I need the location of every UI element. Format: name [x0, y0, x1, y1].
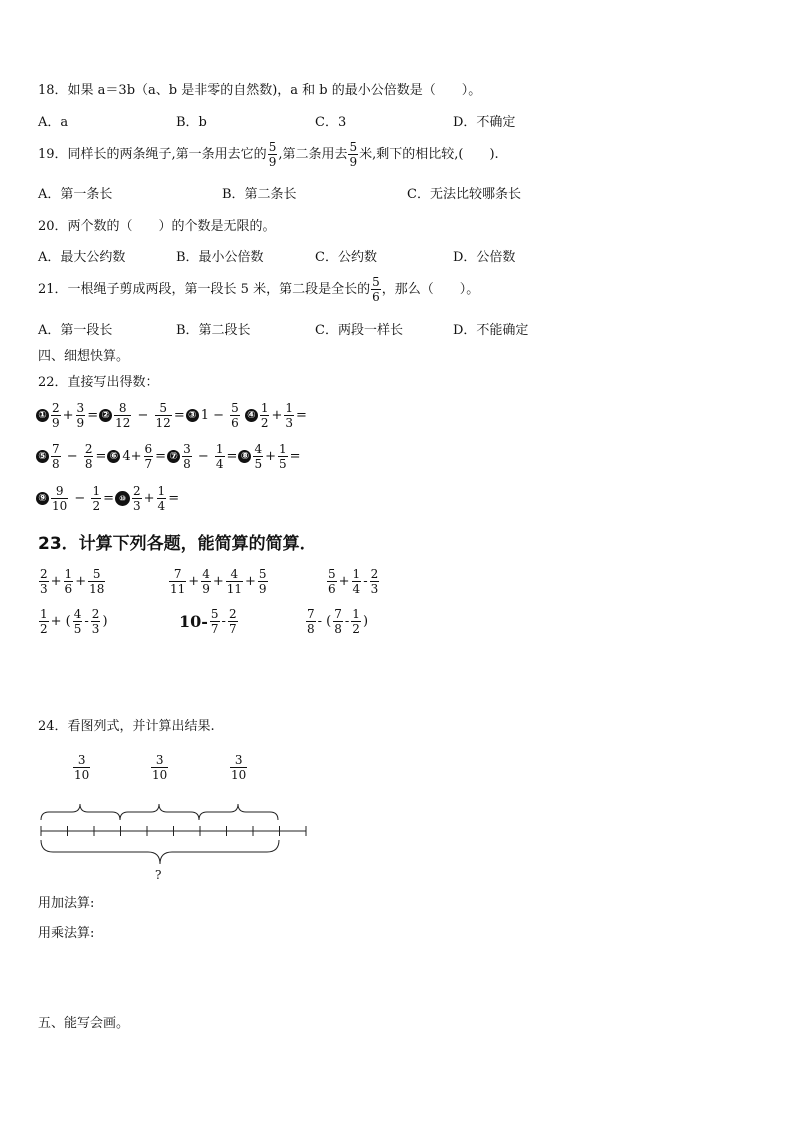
top-brace-2 [120, 804, 199, 820]
q24-title: 24．看图列式，并计算出结果. [38, 719, 215, 734]
marker-3: ③ [186, 409, 199, 422]
q23-expr-2: $\frac{7}{11}$ + $\frac{4}{9}$ + $\frac{4}{11}$ + $\frac{5}{9}$ [170, 567, 267, 596]
denominator: 10 [74, 767, 90, 782]
marker-7: ⑦ [167, 450, 180, 463]
marker-9: ⑨ [36, 492, 49, 505]
numerator: 5 [372, 275, 380, 289]
fraction: $\frac{2}{7}$ [228, 607, 237, 636]
numerator: 3 [234, 753, 243, 767]
fraction: $\frac{1}{2}$ [92, 484, 101, 513]
q22-row-2: ⑤ $\frac{7}{8}$ − $\frac{2}{8}$ = ⑥ 4+ $\frac{6}{7}$ = ⑦ $\frac{3}{8}$ − $\frac{1}{4}$ = ⑧ $\frac{4}{5}$ + $\frac{1}{5}$ = [36, 443, 302, 470]
q20-option-b: B．最小公倍数 [176, 250, 264, 265]
marker-2: ② [99, 409, 112, 422]
fraction: $\frac{1}{4}$ [352, 567, 361, 596]
marker-1: ① [36, 409, 49, 422]
segment-label-3 [230, 754, 247, 781]
fraction: $\frac{2}{8}$ [84, 442, 93, 471]
fraction: $\frac{3}{9}$ [76, 401, 85, 430]
q22-row-1: ① $\frac{2}{9}$ + $\frac{3}{9}$ = ② $\frac{8}{12}$ − $\frac{5}{12}$ = ③ 1 − $\frac{5}{6}$ ④ $\frac{1}{2}$ + $\frac{1}{3}$ = [36, 402, 308, 429]
fraction: $\frac{3}{8}$ [183, 442, 191, 471]
fraction: $\frac{4}{9}$ [202, 567, 210, 596]
q21-option-b: B．第二段长 [176, 323, 251, 338]
fraction: $\frac{7}{11}$ [170, 567, 186, 596]
fraction: $\frac{1}{4}$ [215, 442, 224, 471]
q19-stem [38, 141, 499, 168]
fraction: $\frac{5}{18}$ [89, 567, 105, 596]
q18-stem: 18．如果 a＝3b（a、b 是非零的自然数)，a 和 b 的最小公倍数是（ ）。 [38, 83, 482, 98]
denominator: 10 [231, 767, 247, 782]
segment-label-2 [151, 754, 168, 781]
fraction: $\frac{1}{2}$ [260, 401, 269, 430]
fraction: $\frac{2}{3}$ [133, 484, 141, 513]
denominator: 10 [152, 767, 168, 782]
q18-option-a: A．a [38, 115, 69, 130]
q24-multiplication-label: 用乘法算: [38, 926, 95, 941]
denominator: 9 [349, 154, 358, 169]
q21-stem-part-b: ，那么（ ）。 [381, 282, 480, 298]
q21-stem-part-a: 21．一根绳子剪成两段，第一段长 5 米，第二段是全长的 [38, 282, 371, 298]
q23-expr-4: $\frac{1}{2}$ + ( $\frac{4}{5}$ - $\frac{2}{3}$ ) [40, 607, 108, 636]
marker-8: ⑧ [238, 450, 251, 463]
q19-stem-part-c: 米,剩下的相比较,( ). [359, 147, 499, 163]
q21-stem [38, 276, 479, 303]
q19-fraction-1 [268, 141, 278, 168]
q23-expr-5: 10- $\frac{5}{7}$ - $\frac{2}{7}$ [179, 607, 237, 636]
q22-title: 22．直接写出得数： [38, 375, 159, 390]
fraction: $\frac{1}{5}$ [278, 442, 287, 471]
fraction: $\frac{2}{9}$ [52, 401, 60, 430]
denominator: 9 [268, 154, 277, 169]
q19-fraction-2 [348, 141, 358, 168]
q22-row-3: ⑨ $\frac{9}{10}$ − $\frac{1}{2}$ = ⑩ $\frac{2}{3}$ + $\frac{1}{4}$ = [36, 485, 180, 512]
top-brace-1 [41, 804, 120, 820]
bottom-brace [41, 840, 279, 864]
q20-option-d: D．公倍数 [453, 250, 516, 265]
q21-option-a: A．第一段长 [38, 323, 113, 338]
fraction: $\frac{1}{3}$ [285, 401, 293, 430]
section-4-heading: 四、细想快算。 [38, 349, 130, 364]
marker-6: ⑥ [107, 450, 120, 463]
q18-option-c: C．3 [315, 115, 347, 130]
fraction: $\frac{7}{8}$ [334, 607, 342, 636]
q20-stem: 20．两个数的（ ）的个数是无限的。 [38, 219, 276, 234]
fraction: $\frac{7}{8}$ [52, 442, 60, 471]
fraction: $\frac{1}{2}$ [40, 607, 48, 636]
q23-expr-1: $\frac{2}{3}$ + $\frac{1}{6}$ + $\frac{5}{18}$ [40, 567, 105, 596]
q19-option-c: C．无法比较哪条长 [407, 187, 521, 202]
marker-10: ⑩ [115, 491, 130, 506]
marker-4: ④ [245, 409, 258, 422]
fraction: $\frac{5}{6}$ [328, 567, 336, 596]
q19-option-b: B．第二条长 [222, 187, 297, 202]
section-5-heading: 五、能写会画。 [38, 1016, 130, 1031]
fraction: $\frac{1}{4}$ [157, 484, 166, 513]
fraction: $\frac{8}{12}$ [115, 401, 131, 430]
q19-option-a: A．第一条长 [38, 187, 113, 202]
q18-option-d: D．不确定 [453, 115, 516, 130]
q18-option-b: B．b [176, 115, 207, 130]
fraction: $\frac{2}{3}$ [40, 567, 48, 596]
fraction: $\frac{5}{7}$ [210, 607, 219, 636]
q19-stem-part-a: 19．同样长的两条绳子,第一条用去它的 [38, 147, 267, 163]
numerator: 3 [155, 753, 164, 767]
numerator: 5 [268, 140, 277, 154]
fraction: $\frac{1}{2}$ [352, 607, 360, 636]
fraction: $\frac{5}{12}$ [155, 401, 171, 430]
denominator: 6 [372, 289, 380, 304]
q23-title: 23．计算下列各题，能简算的简算． [38, 534, 317, 554]
fraction: $\frac{5}{9}$ [258, 567, 267, 596]
q24-addition-label: 用加法算: [38, 896, 95, 911]
q20-option-c: C．公约数 [315, 250, 377, 265]
fraction: $\frac{2}{3}$ [370, 567, 379, 596]
q21-fraction [371, 276, 381, 303]
q20-option-a: A．最大公约数 [38, 250, 126, 265]
fraction: $\frac{7}{8}$ [307, 607, 315, 636]
fraction: $\frac{2}{3}$ [91, 607, 100, 636]
q19-stem-part-b: ,第二条用去 [278, 147, 348, 163]
numerator: 3 [77, 753, 86, 767]
segment-label-1 [73, 754, 90, 781]
fraction: $\frac{4}{11}$ [226, 567, 243, 596]
numerator: 5 [349, 140, 358, 154]
top-brace-3 [199, 804, 278, 820]
fraction: $\frac{4}{5}$ [73, 607, 82, 636]
fraction: $\frac{9}{10}$ [52, 484, 68, 513]
q23-expr-6: $\frac{7}{8}$ - ( $\frac{7}{8}$ - $\frac{1}{2}$ ) [307, 607, 369, 636]
fraction: $\frac{5}{6}$ [231, 401, 239, 430]
marker-5: ⑤ [36, 450, 49, 463]
q21-option-c: C．两段一样长 [315, 323, 403, 338]
fraction: $\frac{4}{5}$ [254, 442, 263, 471]
fraction: $\frac{1}{6}$ [64, 567, 73, 596]
fraction: $\frac{6}{7}$ [144, 442, 153, 471]
q21-option-d: D．不能确定 [453, 323, 529, 338]
question-mark: ? [155, 868, 162, 882]
number-line-diagram [0, 790, 330, 880]
q23-expr-3: $\frac{5}{6}$ + $\frac{1}{4}$ - $\frac{2}{3}$ [328, 567, 379, 596]
